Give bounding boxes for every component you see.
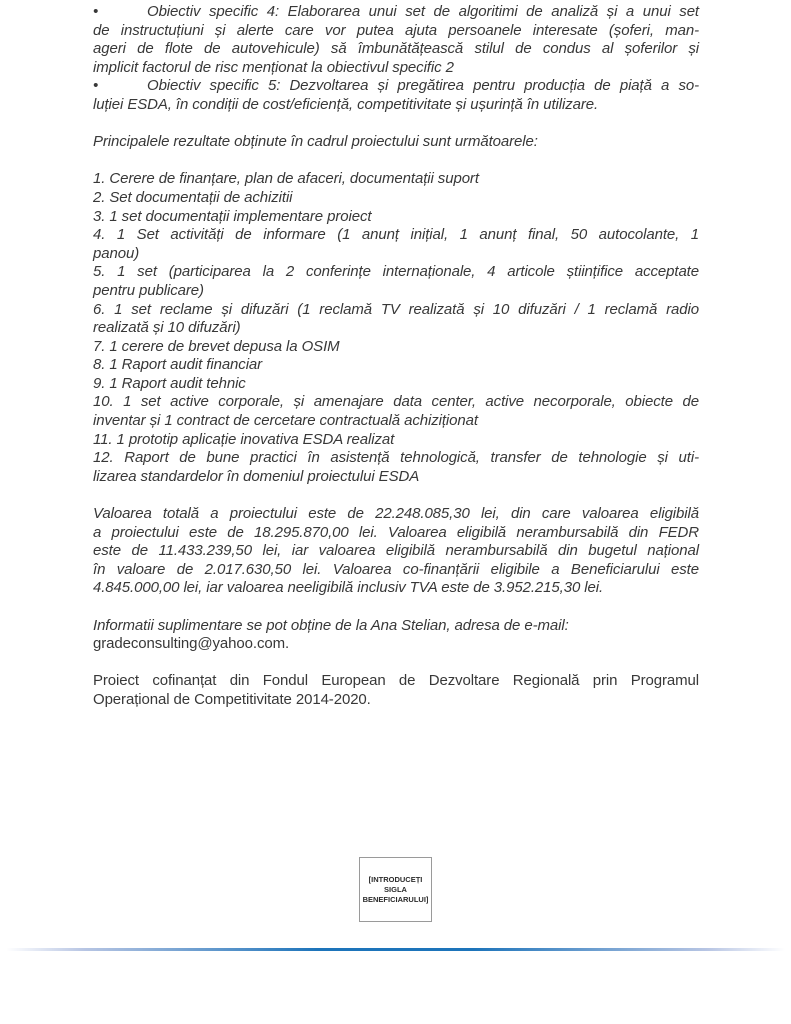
paragraph [93,301,699,338]
paragraph [93,356,699,375]
text-line: 8. 1 Raport audit financiar [93,356,263,374]
paragraph [93,431,699,450]
text-line: Operațional de Competitivitate 2014-2020. [93,690,371,708]
footer-divider-line [6,948,785,951]
text-line: 1. Cerere de finanțare, plan de afaceri, documentații suport [93,170,479,188]
text-line: a proiectului este de 18.295.870,00 lei. Valoarea eligibilă nerambursabilă din FEDR [93,523,699,541]
text-line: 4.845.000,00 lei, iar valoarea neeligibilă inclusiv TVA este de 3.952.215,30 lei. [93,579,604,597]
bullet-marker: • [93,77,99,95]
bullet-line [93,77,699,96]
paragraph [93,189,699,208]
text-line: luției ESDA, în condiții de cost/eficiență, competitivitate și ușurință în utilizare. [93,95,599,113]
paragraph [93,672,699,709]
text-line: panou) [93,244,140,262]
paragraph-spacer [93,598,699,617]
paragraph [93,133,699,152]
text-line: lizarea standardelor în domeniul proiectului ESDA [93,467,420,485]
logo-placeholder-line: SIGLA [384,884,407,894]
paragraph [93,449,699,486]
paragraph-spacer [93,486,699,505]
paragraph [93,375,699,394]
document-body [93,3,699,710]
text-line: 11. 1 prototip aplicație inovativa ESDA realizat [93,430,395,448]
text-line: 4. 1 Set activități de informare (1 anunț inițial, 1 anunț final, 50 autocolante, 1 [93,226,699,244]
paragraph [93,208,699,227]
text-line: Principalele rezultate obținute în cadrul proiectului sunt următoarele: [93,133,538,151]
logo-placeholder-line: [INTRODUCEȚI [368,874,423,884]
text-line: 6. 1 set reclame și difuzări (1 reclamă TV realizată și 10 difuzări / 1 reclamă radio [93,300,699,318]
text-line: Obiectiv specific 5: Dezvoltarea și pregătirea pentru producția de piață a so- [147,77,699,95]
text-line: 10. 1 set active corporale, și amenajare data center, active necorporale, obiecte de [93,393,699,411]
paragraph [93,338,699,357]
text-line: Valoarea totală a proiectului este de 22.248.085,30 lei, din care valoarea eligibilă [93,505,699,523]
paragraph [93,263,699,300]
text-line: implicit factorul de risc menționat la obiectivul specific 2 [93,58,454,76]
text-line: 3. 1 set documentații implementare proiect [93,207,372,225]
text-line: ageri de flote de autovehicule) să îmbunătățească stilul de condus al șoferilor și [93,40,699,58]
logo-placeholder-box [359,857,432,922]
text-line: este de 11.433.239,50 lei, iar valoarea eligibilă nerambursabilă din bugetul național [93,542,699,560]
paragraph [93,170,699,189]
text-line: 12. Raport de bune practici în asistență tehnologică, transfer de tehnologie și uti- [93,449,699,467]
bullet-marker: • [93,3,99,20]
paragraph [93,226,699,263]
text-line: pentru publicare) [93,281,204,299]
logo-placeholder-line: BENEFICIARULUI] [362,894,429,904]
text-line: de instructuțiuni și alerte care vor putea ajuta persoanele interesate (șoferi, man- [93,21,699,39]
text-line: gradeconsulting@yahoo.com. [93,635,290,653]
text-line: 7. 1 cerere de brevet depusa la OSIM [93,337,340,355]
text-line: 9. 1 Raport audit tehnic [93,374,246,392]
bullet-paragraph [93,77,699,114]
paragraph-spacer [93,115,699,134]
text-line: 2. Set documentații de achizitii [93,188,293,206]
paragraph [93,393,699,430]
bullet-paragraph [93,3,699,77]
text-line: Informatii suplimentare se pot obține de la Ana Stelian, adresa de e-mail: [93,616,569,634]
text-line: 5. 1 set (participarea la 2 conferințe internaționale, 4 articole științifice acceptate [93,263,699,281]
text-line: Proiect cofinanțat din Fondul European de Dezvoltare Regională prin Programul [93,672,699,690]
bullet-line [93,3,699,22]
text-line: inventar și 1 contract de cercetare contractuală achiziționat [93,412,478,430]
paragraph [93,617,699,654]
paragraph-spacer [93,654,699,673]
text-line: Obiectiv specific 4: Elaborarea unui set de algoritimi de analiză și a unui set [147,3,699,20]
text-line: în valoare de 2.017.630,50 lei. Valoarea co-finanțării eligibile a Beneficiarului este [93,560,699,578]
paragraph [93,505,699,598]
text-line: realizată și 10 difuzări) [93,319,241,337]
paragraph-spacer [93,152,699,171]
